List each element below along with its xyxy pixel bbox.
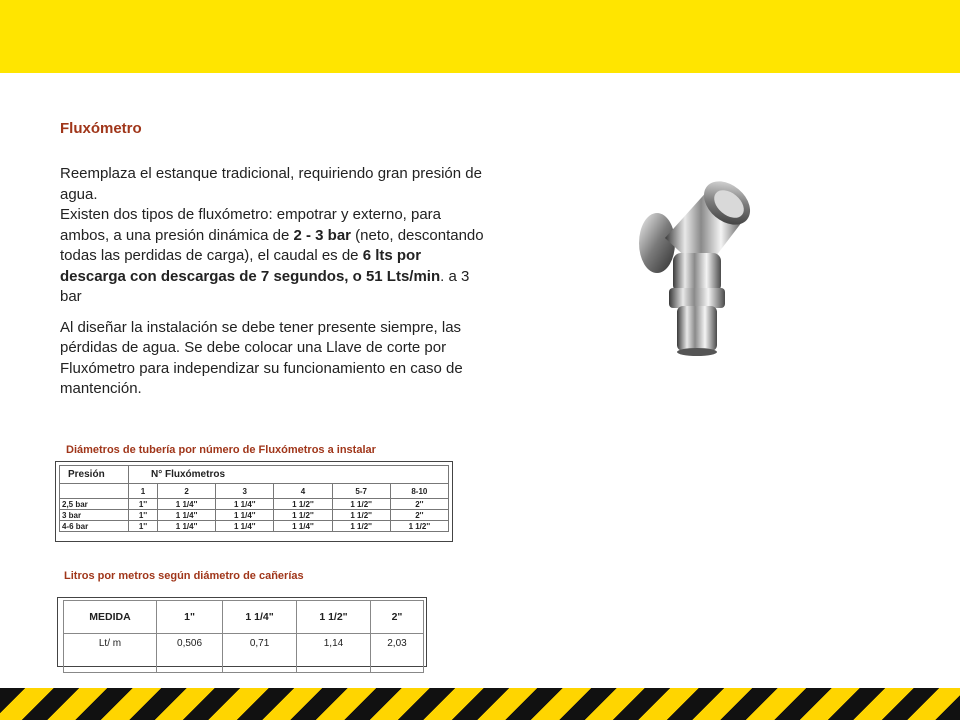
size-header: 2": [370, 601, 423, 634]
table-cell: 1 1/4'': [216, 510, 274, 521]
row-label: 2,5 bar: [60, 499, 129, 510]
paragraph-1-text-a: Existen dos tipos de fluxómetro: empotrar y externo, para ambos, a una presión dinámica de: [60, 206, 442, 244]
liters-value: 0,506: [157, 634, 223, 673]
column-header: 5-7: [332, 484, 390, 499]
paragraph-1-text-c: . a 3 bar: [60, 267, 470, 305]
column-header: 1: [129, 484, 158, 499]
table-cell: 1 1/2'': [274, 499, 332, 510]
table-cell: 1'': [129, 521, 158, 532]
table-cell: 1 1/2'': [332, 499, 390, 510]
paragraph-1-text-b: (neto, descontando todas las perdidas de carga), el caudal es de: [60, 226, 484, 264]
table-cell: 2'': [390, 510, 448, 521]
pipe-diameter-table: [55, 461, 453, 542]
header-fluxometros: N° Fluxómetros: [129, 466, 449, 484]
size-header: 1": [157, 601, 223, 634]
column-header: 8-10: [390, 484, 448, 499]
table-cell: 1'': [129, 510, 158, 521]
table-cell: 1 1/4'': [158, 521, 216, 532]
table-cell: 2'': [390, 499, 448, 510]
paragraph-1-line-1: Reemplaza el estanque tradicional, requiriendo gran presión de agua.: [60, 165, 482, 203]
paragraph-2: Al diseñar la instalación se debe tener presente siempre, las pérdidas de agua. Se debe colocar una Llave de corte por Fluxómetro para independizar su funcionamiento en caso de mantención.: [60, 318, 463, 397]
flush-valve-icon: [615, 168, 765, 358]
row-label-lt-m: Lt/ m: [64, 634, 157, 673]
column-header: 3: [216, 484, 274, 499]
paragraph-1: [60, 164, 490, 308]
bottom-hazard-stripe: [0, 688, 960, 720]
table-cell: 1 1/4'': [216, 499, 274, 510]
column-header: 2: [158, 484, 216, 499]
size-header: 1 1/4": [223, 601, 297, 634]
row-label: 3 bar: [60, 510, 129, 521]
liters-value: 0,71: [223, 634, 297, 673]
liters-value: 2,03: [370, 634, 423, 673]
table-cell: 1 1/2'': [274, 510, 332, 521]
table-cell: 1 1/2'': [332, 521, 390, 532]
description-text: [60, 164, 490, 400]
table-cell: 1 1/2'': [390, 521, 448, 532]
table-cell: 1 1/2'': [332, 510, 390, 521]
size-header: 1 1/2": [297, 601, 371, 634]
header-presion: Presión: [60, 466, 129, 484]
column-header: 4: [274, 484, 332, 499]
table-2-caption: Litros por metros según diámetro de cañerías: [64, 570, 304, 582]
pressure-value: 2 - 3 bar: [293, 226, 352, 244]
flow-value: 6 lts por descarga con descargas de 7 segundos, o 51 Lts/min: [60, 247, 441, 285]
table-cell: 1'': [129, 499, 158, 510]
table-cell: 1 1/4'': [158, 499, 216, 510]
page-title: Fluxómetro: [60, 120, 142, 137]
table-cell: 1 1/4'': [216, 521, 274, 532]
table-cell: 1 1/4'': [274, 521, 332, 532]
table-cell: 1 1/4'': [158, 510, 216, 521]
liters-per-meter-table: [57, 597, 427, 667]
table-1-caption: Diámetros de tubería por número de Fluxómetros a instalar: [66, 444, 376, 456]
header-medida: MEDIDA: [64, 601, 157, 634]
liters-value: 1,14: [297, 634, 371, 673]
top-yellow-band: [0, 0, 960, 73]
row-label: 4-6 bar: [60, 521, 129, 532]
